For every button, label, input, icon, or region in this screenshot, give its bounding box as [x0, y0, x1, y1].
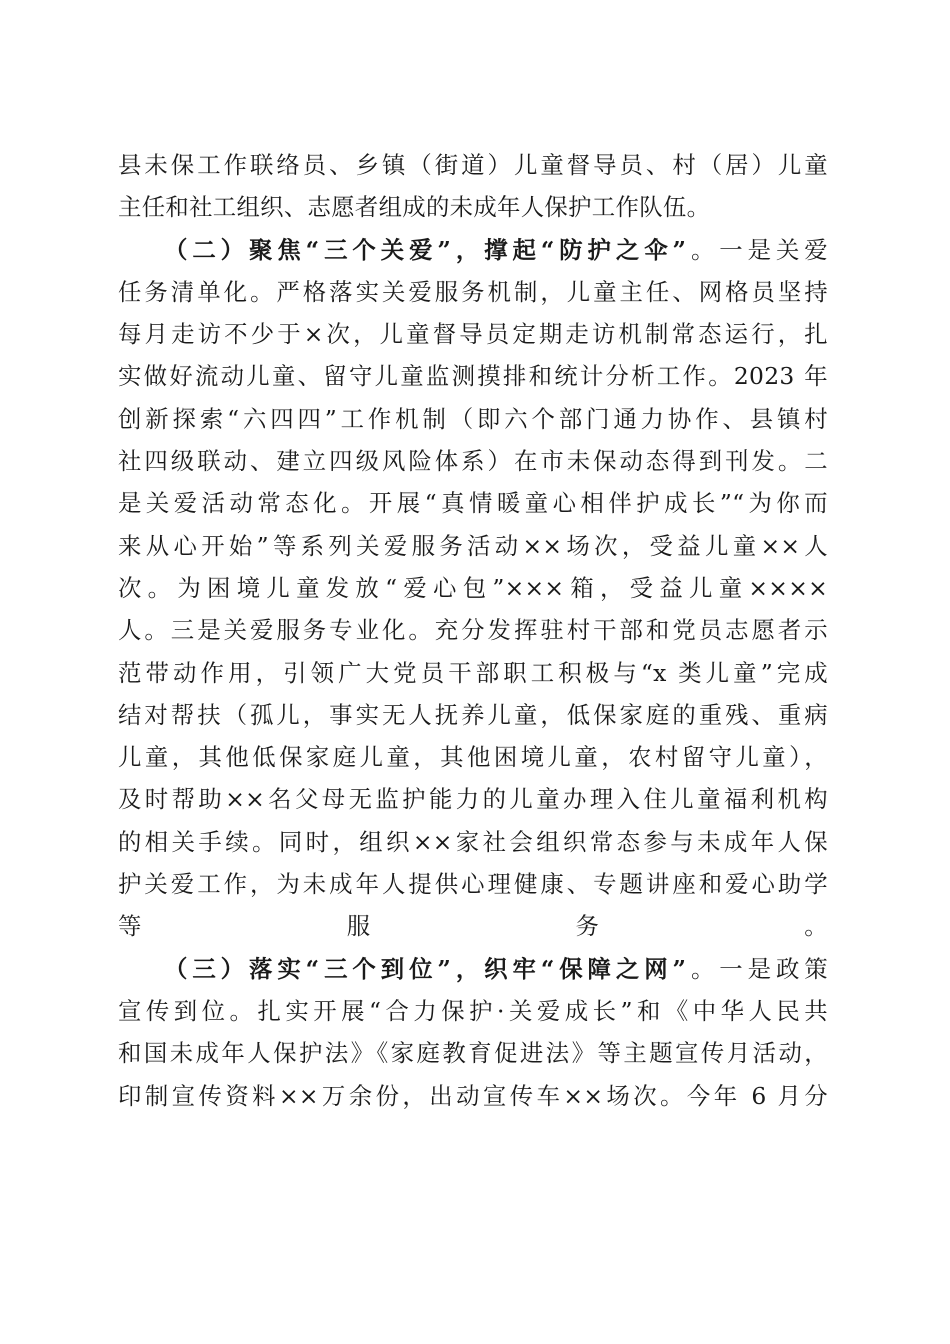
- text-line: 县未保工作联络员、乡镇（街道）儿童督导员、村（居）儿童: [118, 151, 828, 179]
- paragraph-1: [118, 144, 828, 229]
- document-body: [118, 144, 828, 1117]
- text-line: [118, 948, 828, 990]
- paragraph-3: [118, 948, 828, 1117]
- text-line: 结对帮扶（孤儿，事实无人抚养儿童，低保家庭的重残、重病: [118, 700, 828, 729]
- text-line: [118, 229, 828, 271]
- text-line: 护关爱工作，为未成年人提供心理健康、专题讲座和爱心助学: [118, 870, 828, 899]
- text-line: 印制宣传资料××万余份，出动宣传车××场次。今年 6 月分: [118, 1081, 828, 1110]
- text-line: 和国未成年人保护法》《家庭教育促进法》等主题宣传月活动，: [118, 1039, 828, 1068]
- text-line: 及时帮助××名父母无监护能力的儿童办理入住儿童福利机构: [118, 785, 828, 814]
- heading-trailing-text: 。一是政策: [686, 954, 828, 983]
- text-line: 的相关手续。同时，组织××家社会组织常态参与未成年人保: [118, 827, 828, 856]
- text-line: 来从心开始”等系列关爱服务活动××场次，受益儿童××人: [118, 531, 828, 560]
- text-line: 宣传到位。扎实开展“合力保护·关爱成长”和《中华人民共: [118, 996, 828, 1025]
- paragraph-2: [118, 229, 828, 948]
- text-line: 社四级联动、建立四级风险体系）在市未保动态得到刊发。二: [118, 447, 828, 476]
- text-line: 次。为困境儿童发放“爱心包”×××箱，受益儿童××××: [118, 573, 828, 602]
- text-line: 主任和社工组织、志愿者组成的未成年人保护工作队伍。: [118, 193, 711, 222]
- text-line: 等服务。: [118, 912, 828, 941]
- text-line: 人。三是关爱服务专业化。充分发挥驻村干部和党员志愿者示: [118, 616, 828, 645]
- text-line: 范带动作用，引领广大党员干部职工积极与“x 类儿童”完成: [118, 658, 828, 687]
- heading-trailing-text: 。一是关爱: [686, 235, 828, 264]
- section-heading: （三）落实“三个到位”，织牢“保障之网”: [164, 954, 687, 983]
- text-line: 任务清单化。严格落实关爱服务机制，儿童主任、网格员坚持: [118, 277, 828, 306]
- text-line: 儿童，其他低保家庭儿童，其他困境儿童，农村留守儿童），: [118, 743, 828, 772]
- text-line: 创新探索“六四四”工作机制（即六个部门通力协作、县镇村: [118, 404, 828, 433]
- text-line: 实做好流动儿童、留守儿童监测摸排和统计分析工作。2023 年: [118, 362, 828, 391]
- text-line: 每月走访不少于×次，儿童督导员定期走访机制常态运行，扎: [118, 320, 828, 349]
- section-heading: （二）聚焦“三个关爱”，撑起“防护之伞”: [164, 235, 687, 264]
- text-line: 是关爱活动常态化。开展“真情暖童心相伴护成长”“为你而: [118, 489, 828, 518]
